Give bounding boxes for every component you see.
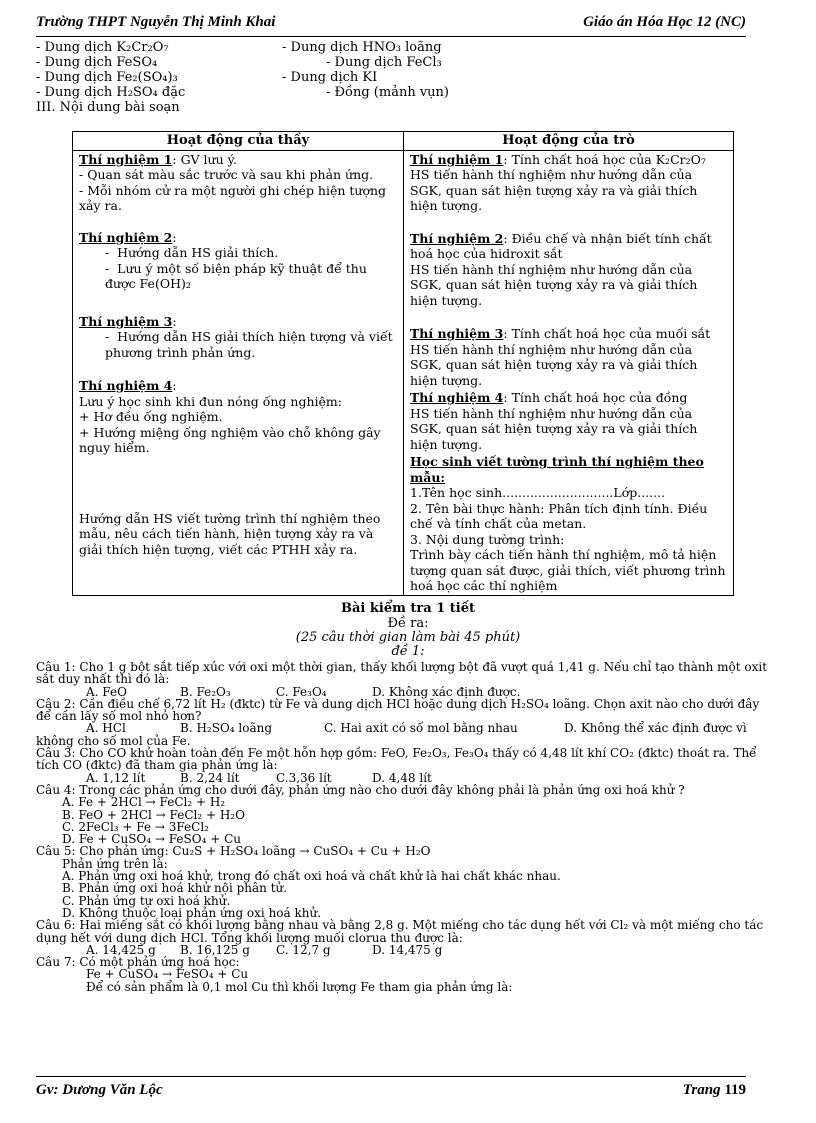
option: A. 14,425 g — [86, 942, 156, 957]
report-line: 1.Tên học sinh............................Lớp....... — [410, 485, 666, 500]
teacher-activity-cell: Thí nghiệm 1: GV lưu ý. - Quan sát màu sắc trước và sau khi phản ứng. - Mỗi nhóm cử ra một người ghi chép hiện tượng xảy ra. Thí nghiệm 2: - Hướng dẫn HS giải thích. - Lưu ý một số biện pháp kỹ thuật để thu được Fe(OH)₂ Thí nghiệm 3: - Hướng dẫn HS giải thích hiện tượng và viết phương trình phản ứng. Thí nghiệm 4: Lưu ý học sinh khi đun nóng ống nghiệm: + Hơ đều ống nghiệm. + Hướng miệng ống nghiệm vào chỗ không gây nguy hiểm. Hướng dẫn HS viết tường trình thí nghiệm theo mẫu, nêu cách tiến hành, hiện tượng xảy ra và giải thích hiện tượng, viết các PTHH xảy ra. — [73, 150, 404, 595]
option: C. Phản ứng tự oxi hoá khử. — [62, 893, 231, 908]
material-item: - Dung dịch KI — [282, 70, 378, 85]
experiment-title: Thí nghiệm 2 — [79, 229, 173, 245]
bullet: - Quan sát màu sắc trước và sau khi phản ứng. — [79, 167, 374, 182]
bullet: - Hướng dẫn HS giải thích. — [105, 245, 279, 260]
page-number: Trang 119 — [682, 1082, 746, 1098]
question-ask: Để có sản phẩm là 0,1 mol Cu thì khối lượng Fe tham gia phản ứng là: — [86, 979, 513, 994]
option: B. 16,125 g — [180, 942, 250, 957]
option: B. 2,24 lít — [180, 770, 240, 785]
teacher-column-header: Hoạt động của thầy — [73, 132, 404, 151]
report-line: 3. Nội dung tường trình: — [410, 531, 565, 547]
section-heading: III. Nội dung bài soạn — [36, 100, 180, 115]
material-item: - Dung dịch K₂Cr₂O₇ — [36, 40, 169, 55]
option: D. 14,475 g — [372, 942, 443, 957]
question-2: Câu 2: Cần điều chế 6,72 lít H₂ (đktc) từ Fe và dung dịch HCl hoặc dung dịch H₂SO₄ loãng. Chọn axit nào cho dưới đây để cần lấy số mol nhỏ hơn? — [36, 696, 760, 724]
option: B. Fe₂O₃ — [180, 684, 231, 699]
option: C. 12,7 g — [276, 942, 331, 957]
report-title: Học sinh viết tường trình thí nghiệm theo mẫu: — [410, 454, 704, 485]
subject-title: Giáo án Hóa Học 12 (NC) — [583, 14, 746, 30]
option: C. 2FeCl₃ + Fe → 3FeCl₂ — [62, 819, 209, 834]
option: A. Phản ứng oxi hoá khử, trong đó chất oxi hoá và chất khử là hai chất khác nhau. — [62, 869, 561, 884]
experiment-topic: : Tính chất hoá học của K₂Cr₂O₇ — [503, 151, 706, 167]
experiment-title: Thí nghiệm 1 — [79, 151, 173, 167]
options-row — [36, 722, 776, 734]
material-item: - Đồng (mảnh vụn) — [326, 85, 449, 100]
option: D. Không thể xác định được vì — [564, 721, 747, 736]
option: A. HCl — [86, 721, 126, 736]
experiment-title: Thí nghiệm 3 — [410, 326, 504, 341]
experiment-body: HS tiến hành thí nghiệm như hướng dẫn của SGK, quan sát hiện tượng xảy ra và giải thích hiện tượng. — [410, 341, 698, 388]
experiment-title: Thí nghiệm 4 — [410, 390, 504, 405]
question-5: Câu 5: Cho phản ứng: Cu₂S + H₂SO₄ loãng → CuSO₄ + Cu + H₂O — [36, 844, 431, 859]
option: C.3,36 lít — [276, 770, 332, 785]
question-7: Câu 7: Có một phản ứng hoá học: — [36, 955, 240, 970]
author-name: Gv: Dương Văn Lộc — [36, 1082, 163, 1098]
experiment-body: HS tiến hành thí nghiệm như hướng dẫn của SGK, quan sát hiện tượng xảy ra và giải thích hiện tượng. — [410, 167, 698, 213]
bullet: - Hướng dẫn HS giải thích hiện tượng và viết phương trình phản ứng. — [105, 329, 393, 360]
experiment-topic: : Tính chất hoá học của đồng — [503, 390, 688, 405]
option: D. Fe + CuSO₄ → FeSO₄ + Cu — [62, 832, 241, 847]
test-questions — [36, 661, 776, 993]
test-subtitle: Đề ra: — [387, 616, 429, 631]
experiment-title: Thí nghiệm 2 — [410, 230, 504, 246]
question-lead: Phản ứng trên là: — [62, 856, 168, 871]
experiment-topic: : Tính chất hoá học của muối sắt — [503, 326, 711, 341]
question-4: Câu 4: Trong các phản ứng cho dưới đây, phản ứng nào cho dưới đây không phải là phản ứng oxi hoá khử ? — [36, 782, 685, 797]
material-item: - Dung dịch FeSO₄ — [36, 55, 158, 70]
experiment-topic: : Điều chế và nhận biết tính chất hoá học của hidroxit sắt — [410, 230, 712, 261]
option: B. FeO + 2HCl → FeCl₂ + H₂O — [62, 807, 245, 822]
page-header — [36, 14, 746, 37]
option: A. 1,12 lít — [86, 770, 146, 785]
option: D. Không xác định được. — [372, 684, 521, 699]
experiment-title: Thí nghiệm 4 — [79, 378, 173, 393]
bullet: - Lưu ý một số biện pháp kỹ thuật để thu được Fe(OH)₂ — [105, 260, 367, 291]
question-1: Câu 1: Cho 1 g bột sắt tiếp xúc với oxi một thời gian, thấy khối lượng bột đã vượt quá 1,41 g. Nếu chỉ tạo thành một oxit sắt duy nhất thì đó là: — [36, 660, 768, 687]
option: A. Fe + 2HCl → FeCl₂ + H₂ — [62, 795, 226, 810]
student-column-header: Hoạt động của trò — [404, 132, 734, 151]
option: C. Fe₃O₄ — [276, 684, 327, 699]
bullet: - Mỗi nhóm cử ra một người ghi chép hiện tượng xảy ra. — [79, 182, 387, 213]
experiment-title: Thí nghiệm 3 — [79, 313, 173, 329]
question-3: Câu 3: Cho CO khử hoàn toàn đến Fe một hỗn hợp gồm: FeO, Fe₂O₃, Fe₃O₄ thấy có 4,48 lít khí CO₂ (đktc) thoát ra. Thể tích CO (đktc) đã tham gia phản ứng là: — [36, 746, 757, 773]
school-name: Trường THPT Nguyễn Thị Minh Khai — [36, 14, 276, 30]
note-line: + Hướng miệng ống nghiệm vào chỗ không gây nguy hiểm. — [79, 424, 381, 455]
test-code: đề 1: — [391, 644, 425, 659]
note-line: Lưu ý học sinh khi đun nóng ống nghiệm: — [79, 393, 342, 409]
option: D. 4,48 lít — [372, 770, 432, 785]
options-row — [36, 772, 776, 784]
options-row — [36, 686, 776, 698]
equation: Fe + CuSO₄ → FeSO₄ + Cu — [86, 967, 249, 982]
report-line: 2. Tên bài thực hành: Phân tích định tính. Điều chế và tính chất của metan. — [410, 500, 708, 531]
options-row — [36, 944, 776, 956]
experiment-title: Thí nghiệm 1 — [410, 151, 504, 167]
activity-table — [72, 131, 734, 596]
test-info: (25 câu thời gian làm bài 45 phút) — [295, 630, 521, 645]
option: A. FeO — [86, 684, 127, 699]
option: B. Phản ứng oxi hoá khử nội phân tử. — [62, 881, 288, 896]
material-item: - Dung dịch FeCl₃ — [326, 55, 442, 70]
question-6: Câu 6: Hai miếng sắt có khối lượng bằng nhau và bằng 2,8 g. Một miếng cho tác dụng hết với Cl₂ và một miếng cho tác dụng hết với dung dịch HCl. Tổng khối lượng muối clorua thu được là: — [36, 918, 764, 945]
test-title: Bài kiểm tra 1 tiết — [341, 601, 475, 616]
option: C. Hai axit có số mol bằng nhau — [324, 721, 518, 736]
experiment-body: HS tiến hành thí nghiệm như hướng dẫn của SGK, quan sát hiện tượng xảy ra và giải thích hiện tượng. — [410, 405, 698, 452]
material-item: - Dung dịch H₂SO₄ đặc — [36, 85, 186, 100]
question-2-tail: không cho số mol của Fe. — [36, 733, 191, 748]
experiment-body: HS tiến hành thí nghiệm như hướng dẫn của SGK, quan sát hiện tượng xảy ra và giải thích hiện tượng. — [410, 261, 698, 308]
page-footer — [36, 1076, 746, 1101]
option: D. Không thuộc loại phản ứng oxi hoá khử. — [62, 905, 322, 920]
report-instruction: Hướng dẫn HS viết tường trình thí nghiệm theo mẫu, nêu cách tiến hành, hiện tượng xảy ra và giải thích hiện tượng, viết các PTHH xảy ra. — [79, 510, 381, 557]
student-activity-cell — [404, 150, 734, 595]
material-item: - Dung dịch Fe₂(SO₄)₃ — [36, 70, 178, 85]
note-line: + Hơ đều ống nghiệm. — [79, 409, 223, 424]
option: B. H₂SO₄ loãng — [180, 721, 273, 736]
material-item: - Dung dịch HNO₃ loãng — [282, 40, 442, 55]
report-line: Trình bày cách tiến hành thí nghiệm, mô tả hiện tượng quan sát được, giải thích, viết phương trình hoá học các thí nghiệm — [410, 547, 726, 593]
experiment-note: : GV lưu ý. — [172, 151, 238, 167]
materials-list — [36, 40, 776, 115]
